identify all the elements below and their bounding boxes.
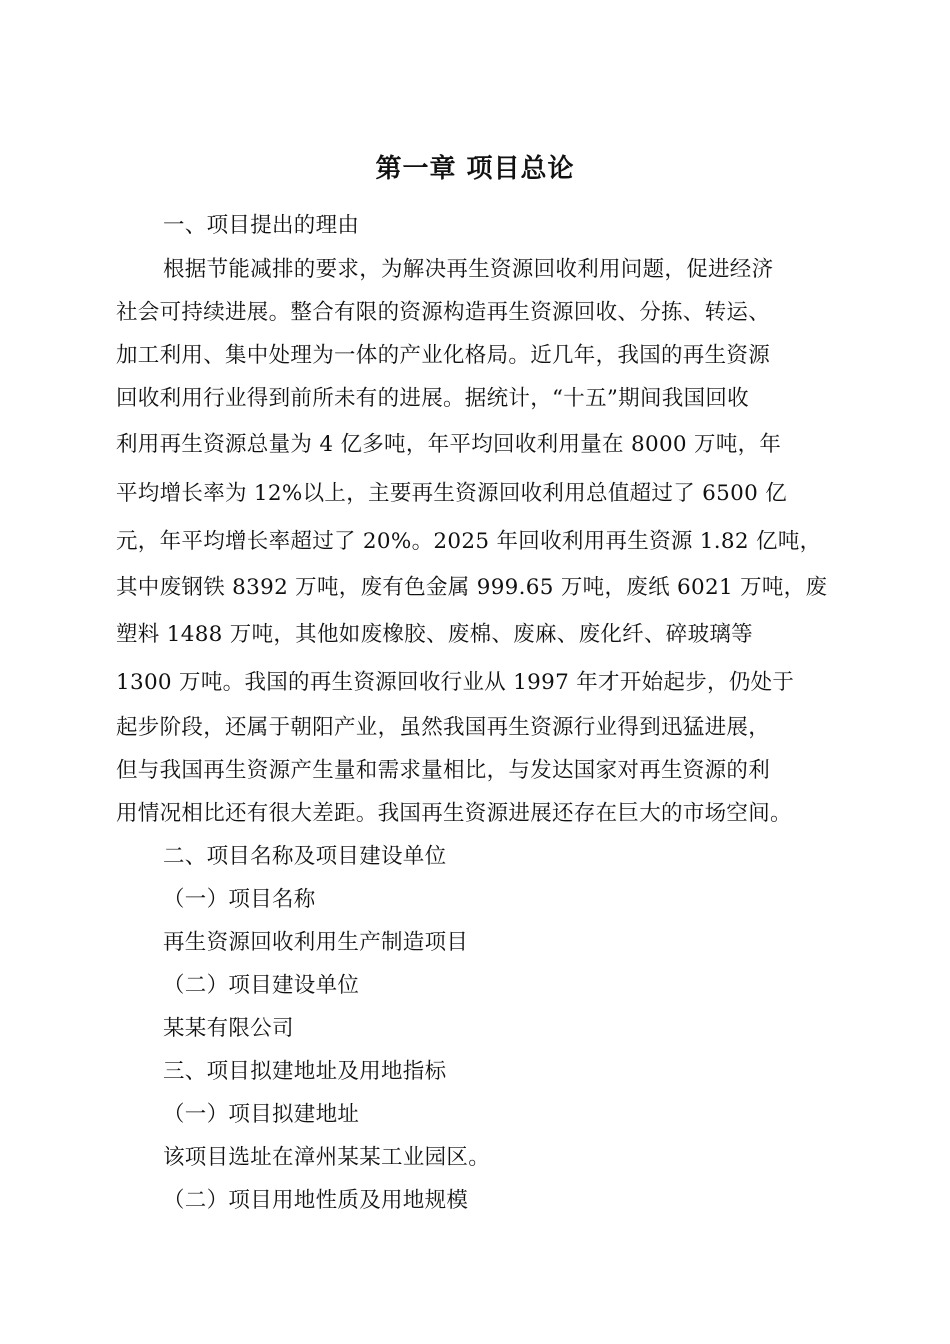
paragraph-line: 根据节能减排的要求，为解决再生资源回收利用问题，促进经济 xyxy=(163,257,774,282)
section-heading: 三、项目拟建地址及用地指标 xyxy=(163,1059,447,1084)
body-text: 再生资源回收利用生产制造项目 xyxy=(163,930,469,955)
paragraph-line: 用情况相比还有很大差距。我国再生资源进展还存在巨大的市场空间。 xyxy=(116,801,792,826)
subsection-heading: （一）项目名称 xyxy=(163,887,316,912)
section-heading: 二、项目名称及项目建设单位 xyxy=(163,844,447,869)
subsection-heading: （一）项目拟建地址 xyxy=(163,1102,360,1127)
paragraph-line: 平均增长率为 12%以上，主要再生资源回收利用总值超过了 6500 亿 xyxy=(116,481,788,506)
chapter-title: 第一章 项目总论 xyxy=(375,154,575,184)
paragraph-line: 但与我国再生资源产生量和需求量相比，与发达国家对再生资源的利 xyxy=(116,758,771,783)
paragraph-line: 1300 万吨。我国的再生资源回收行业从 1997 年才开始起步，仍处于 xyxy=(116,670,795,695)
paragraph-line: 回收利用行业得到前所未有的进展。据统计，“十五”期间我国回收 xyxy=(116,386,749,411)
subsection-heading: （二）项目建设单位 xyxy=(163,973,360,998)
paragraph-line: 利用再生资源总量为 4 亿多吨，年平均回收利用量在 8000 万吨，年 xyxy=(116,432,782,457)
body-text: 该项目选址在漳州某某工业园区。 xyxy=(163,1145,491,1170)
paragraph-line: 起步阶段，还属于朝阳产业，虽然我国再生资源行业得到迅猛进展， xyxy=(116,715,771,740)
paragraph-line: 塑料 1488 万吨，其他如废橡胶、废棉、废麻、废化纤、碎玻璃等 xyxy=(116,622,753,647)
paragraph-line: 加工利用、集中处理为一体的产业化格局。近几年，我国的再生资源 xyxy=(116,343,771,368)
body-text: 某某有限公司 xyxy=(163,1016,294,1041)
paragraph-line: 其中废钢铁 8392 万吨，废有色金属 999.65 万吨，废纸 6021 万吨，废 xyxy=(116,575,828,600)
subsection-heading: （二）项目用地性质及用地规模 xyxy=(163,1188,469,1213)
paragraph-line: 元，年平均增长率超过了 20%。2025 年回收利用再生资源 1.82 亿吨， xyxy=(116,529,822,554)
paragraph-line: 社会可持续进展。整合有限的资源构造再生资源回收、分拣、转运、 xyxy=(116,300,771,325)
section-heading: 一、项目提出的理由 xyxy=(163,213,360,238)
